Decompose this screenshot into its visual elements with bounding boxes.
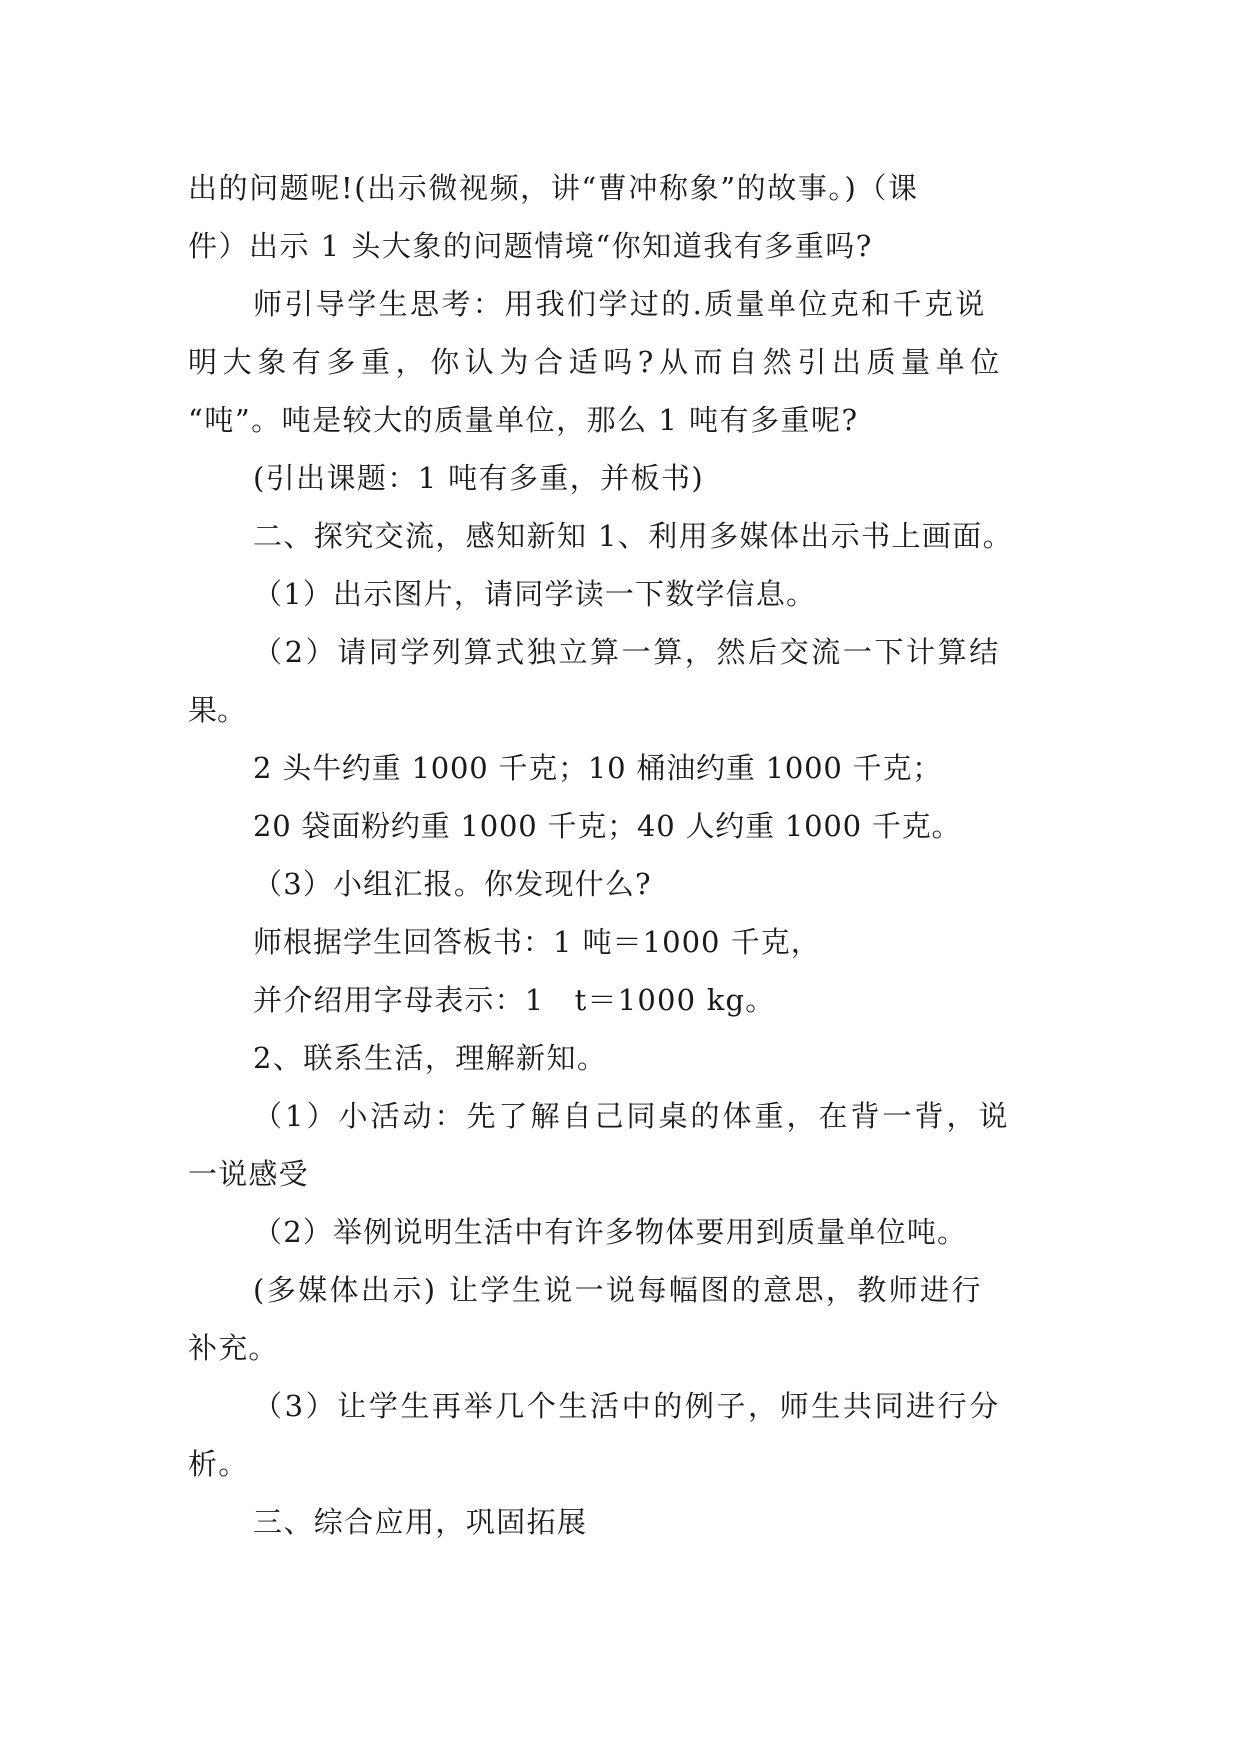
text-line: 明大象有多重，你认为合适吗?从而自然引出质量单位 (188, 345, 1005, 379)
text-line: （2）举例说明生活中有许多物体要用到质量单位吨。 (253, 1215, 968, 1249)
text-line: 20 袋面粉约重 1000 千克；40 人约重 1000 千克。 (253, 809, 962, 843)
text-line: （1）小活动：先了解自己同桌的体重，在背一背，说 (253, 1099, 1011, 1133)
text-line: 件）出示 1 头大象的问题情境“你知道我有多重吗? (188, 229, 873, 263)
text-line: 析。 (188, 1447, 249, 1481)
text-line: （2）请同学列算式独立算一算，然后交流一下计算结 (253, 635, 1001, 669)
text-line: 补充。 (188, 1331, 279, 1365)
text-line: （1）出示图片，请同学读一下数学信息。 (253, 577, 817, 611)
section-heading: 三、综合应用，巩固拓展 (253, 1505, 588, 1539)
subsection-heading: 2、联系生活，理解新知。 (253, 1041, 608, 1075)
text-line: 师根据学生回答板书：1 吨＝1000 千克， (253, 925, 821, 959)
text-line: （3）让学生再举几个生活中的例子，师生共同进行分 (253, 1389, 1001, 1423)
section-heading: 二、探究交流，感知新知 1、利用多媒体出示书上画面。 (253, 519, 1014, 553)
text-line: 一说感受 (188, 1157, 309, 1191)
text-line: “吨”。吨是较大的质量单位，那么 1 吨有多重呢? (188, 403, 859, 437)
text-line: 果。 (188, 693, 247, 727)
text-line: 2 头牛约重 1000 千克；10 桶油约重 1000 千克； (253, 751, 943, 785)
text-line: (引出课题：1 吨有多重，并板书) (253, 461, 705, 495)
text-line: 并介绍用字母表示：1 t＝1000 kg。 (253, 983, 776, 1017)
text-line: （3）小组汇报。你发现什么? (253, 867, 652, 901)
text-line: 师引导学生思考：用我们学过的.质量单位克和千克说 (253, 287, 987, 321)
text-line: 出的问题呢!(出示微视频，讲“曹冲称象”的故事。)（课 (188, 171, 919, 205)
text-line: (多媒体出示) 让学生说一说每幅图的意思，教师进行 (253, 1273, 983, 1307)
